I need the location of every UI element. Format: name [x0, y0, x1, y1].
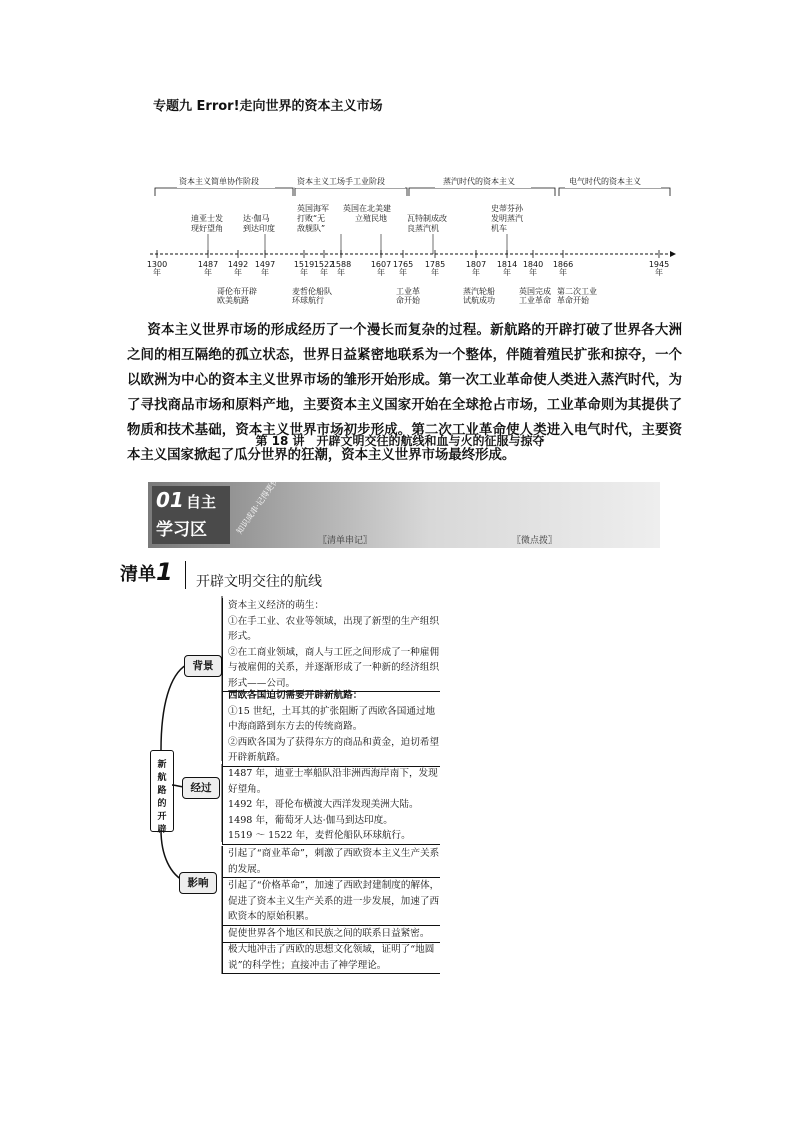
stage-label: 资本主义简单协作阶段: [179, 177, 259, 186]
event-magellan: 麦哲伦船队: [292, 287, 332, 296]
event-colony: 立殖民地: [355, 214, 387, 223]
event-colony: 英国在北美建: [343, 204, 391, 213]
event-steamship: 蒸汽轮船: [463, 287, 495, 296]
event-stephenson: 发明蒸汽: [491, 214, 523, 223]
summary-paragraph: 资本主义世界市场的形成经历了一个漫长而复杂的过程。新航路的开辟打破了世界各大洲之间的相互隔绝的孤立状态，世界日益紧密地联系为一个整体，伴随着殖民扩张和掠夺，一个以欧洲为中心的资本主义世界市场的雏形开始形成。第一次工业革命使人类进入蒸汽时代，为了寻找商品市场和原料产地，主要资本主义国家开始在全球抢占市场，工业革命则为其提供了物质和技术基础，资本主义世界市场初步形成。第二次工业革命使人类进入电气时代，主要资本主义国家掀起了瓜分世界的狂潮，资本主义世界市场最终形成。: [127, 322, 682, 463]
year-suffix: 年: [529, 268, 537, 277]
year-label: 1492: [227, 260, 249, 269]
node-background: 背景: [184, 655, 222, 677]
impact-box-4: 极大地冲击了西欧的思想文化领域，证明了“地圆说”的科学性；直接冲击了神学理论。: [222, 942, 440, 974]
banner-tag: 〖微点拨〗: [512, 536, 558, 546]
year-label: 1588: [330, 260, 352, 269]
event-dias: 迪亚士发: [191, 214, 223, 223]
background-box-2: 西欧各国迫切需要开辟新航路： ①15 世纪，土耳其的扩张阻断了西欧各国通过地中海商路到东方去的传统商路。 ②西欧各国为了获得东方的商品和黄金，迫切希望开辟新航路。: [222, 688, 440, 767]
event-steamship: 试航成功: [463, 296, 495, 305]
year-suffix: 年: [503, 268, 511, 277]
divider: [185, 561, 186, 589]
impact-box-2: 引起了“价格革命”，加速了西欧封建制度的解体，促进了资本主义生产关系的进一步发展，加速了西欧资本的原始积累。: [222, 878, 440, 926]
mindmap-root: 新 航 路 的 开 辟: [150, 750, 174, 832]
event-watt: 瓦特制成改: [407, 214, 447, 223]
year-label: 1522: [313, 260, 335, 269]
stage-bracket: [155, 188, 293, 196]
stage-label: 电气时代的资本主义: [569, 177, 641, 186]
stage-label: 资本主义工场手工业阶段: [297, 177, 385, 186]
event-second: 革命开始: [557, 296, 589, 305]
node-impact: 影响: [179, 872, 217, 894]
year-label: 1487: [197, 260, 219, 269]
year-suffix: 年: [300, 268, 308, 277]
event-britain: 英国完成: [519, 287, 551, 296]
doc-title: 专题九 Error!走向世界的资本主义市场: [153, 99, 383, 114]
year-label: 1607: [370, 260, 392, 269]
event-columbus: 哥伦布开辟: [217, 287, 257, 296]
year-suffix: 年: [320, 268, 328, 277]
banner-zizhu: 自主: [186, 493, 217, 511]
year-label: 1497: [254, 260, 276, 269]
section-banner: [148, 476, 660, 548]
year-suffix: 年: [204, 268, 212, 277]
stage-bracket: [409, 188, 555, 196]
event-armada: 打败“无: [297, 214, 326, 223]
event-magellan: 环球航行: [292, 296, 324, 305]
banner-side-text: 知识成串·记得更快: [234, 476, 281, 536]
event-gama: 到达印度: [243, 224, 275, 233]
banner-number: 01: [156, 488, 184, 512]
event-watt: 良蒸汽机: [407, 224, 439, 233]
lecture-title: 第 18 讲 开辟文明交往的航线和血与火的征服与掠夺: [255, 434, 545, 448]
year-suffix: 年: [472, 268, 480, 277]
year-label: 1814: [496, 260, 518, 269]
event-dias: 现好望角: [191, 224, 223, 233]
stage-bracket: [559, 188, 670, 196]
event-stephenson: 史蒂芬孙: [491, 204, 523, 213]
year-suffix: 年: [261, 268, 269, 277]
year-suffix: 年: [337, 268, 345, 277]
timeline-diagram: [145, 168, 685, 308]
node-process: 经过: [182, 777, 220, 799]
year-suffix: 年: [377, 268, 385, 277]
year-suffix: 年: [559, 268, 567, 277]
banner-tag: 〖清单串记〗: [318, 536, 373, 546]
year-label: 1840: [522, 260, 544, 269]
event-stephenson: 机车: [491, 224, 507, 233]
impact-box-3: 促使世界各个地区和民族之间的联系日益紧密。: [222, 926, 440, 943]
stage-label: 蒸汽时代的资本主义: [443, 177, 515, 186]
qingdan-title: 开辟文明交往的航线: [196, 574, 322, 590]
event-second: 第二次工业: [557, 287, 597, 296]
event-armada: 敌舰队”: [297, 224, 326, 233]
event-indrev: 工业革: [396, 287, 420, 296]
year-suffix: 年: [234, 268, 242, 277]
year-label: 1785: [424, 260, 446, 269]
event-indrev: 命开始: [396, 296, 420, 305]
year-label: 1519: [293, 260, 315, 269]
qingdan-label: 清单1: [120, 558, 173, 586]
impact-box-1: 引起了“商业革命”，刺激了西欧资本主义生产关系的发展。: [222, 846, 440, 878]
axis-arrow: [670, 251, 676, 257]
stage-bracket: [295, 188, 407, 196]
year-label: 1945: [648, 260, 670, 269]
year-label: 1866: [552, 260, 574, 269]
year-suffix: 年: [153, 268, 161, 277]
event-britain: 工业革命: [519, 296, 551, 305]
event-armada: 英国海军: [297, 204, 329, 213]
banner-xuexiqu: 学习区: [156, 520, 207, 540]
event-columbus: 欧美航路: [217, 296, 249, 305]
year-label: 1765: [392, 260, 414, 269]
event-gama: 达·伽马: [243, 214, 270, 223]
year-suffix: 年: [431, 268, 439, 277]
year-label: 1300: [146, 260, 168, 269]
background-box-1: 资本主义经济的萌生： ①在手工业、农业等领域，出现了新型的生产组织形式。 ②在工商业领域，商人与工匠之间形成了一种雇佣与被雇佣的关系，并逐渐形成了一种新的经济组织形式——公司。: [222, 598, 440, 692]
year-suffix: 年: [655, 268, 663, 277]
year-suffix: 年: [399, 268, 407, 277]
process-box: 1487 年，迪亚士率船队沿非洲西海岸南下，发现好望角。 1492 年，哥伦布横渡大西洋发现美洲大陆。 1498 年，葡萄牙人达·伽马到达印度。 1519 ～ 1522 年，麦哲伦船队环球航行。: [222, 766, 440, 845]
year-label: 1807: [465, 260, 487, 269]
